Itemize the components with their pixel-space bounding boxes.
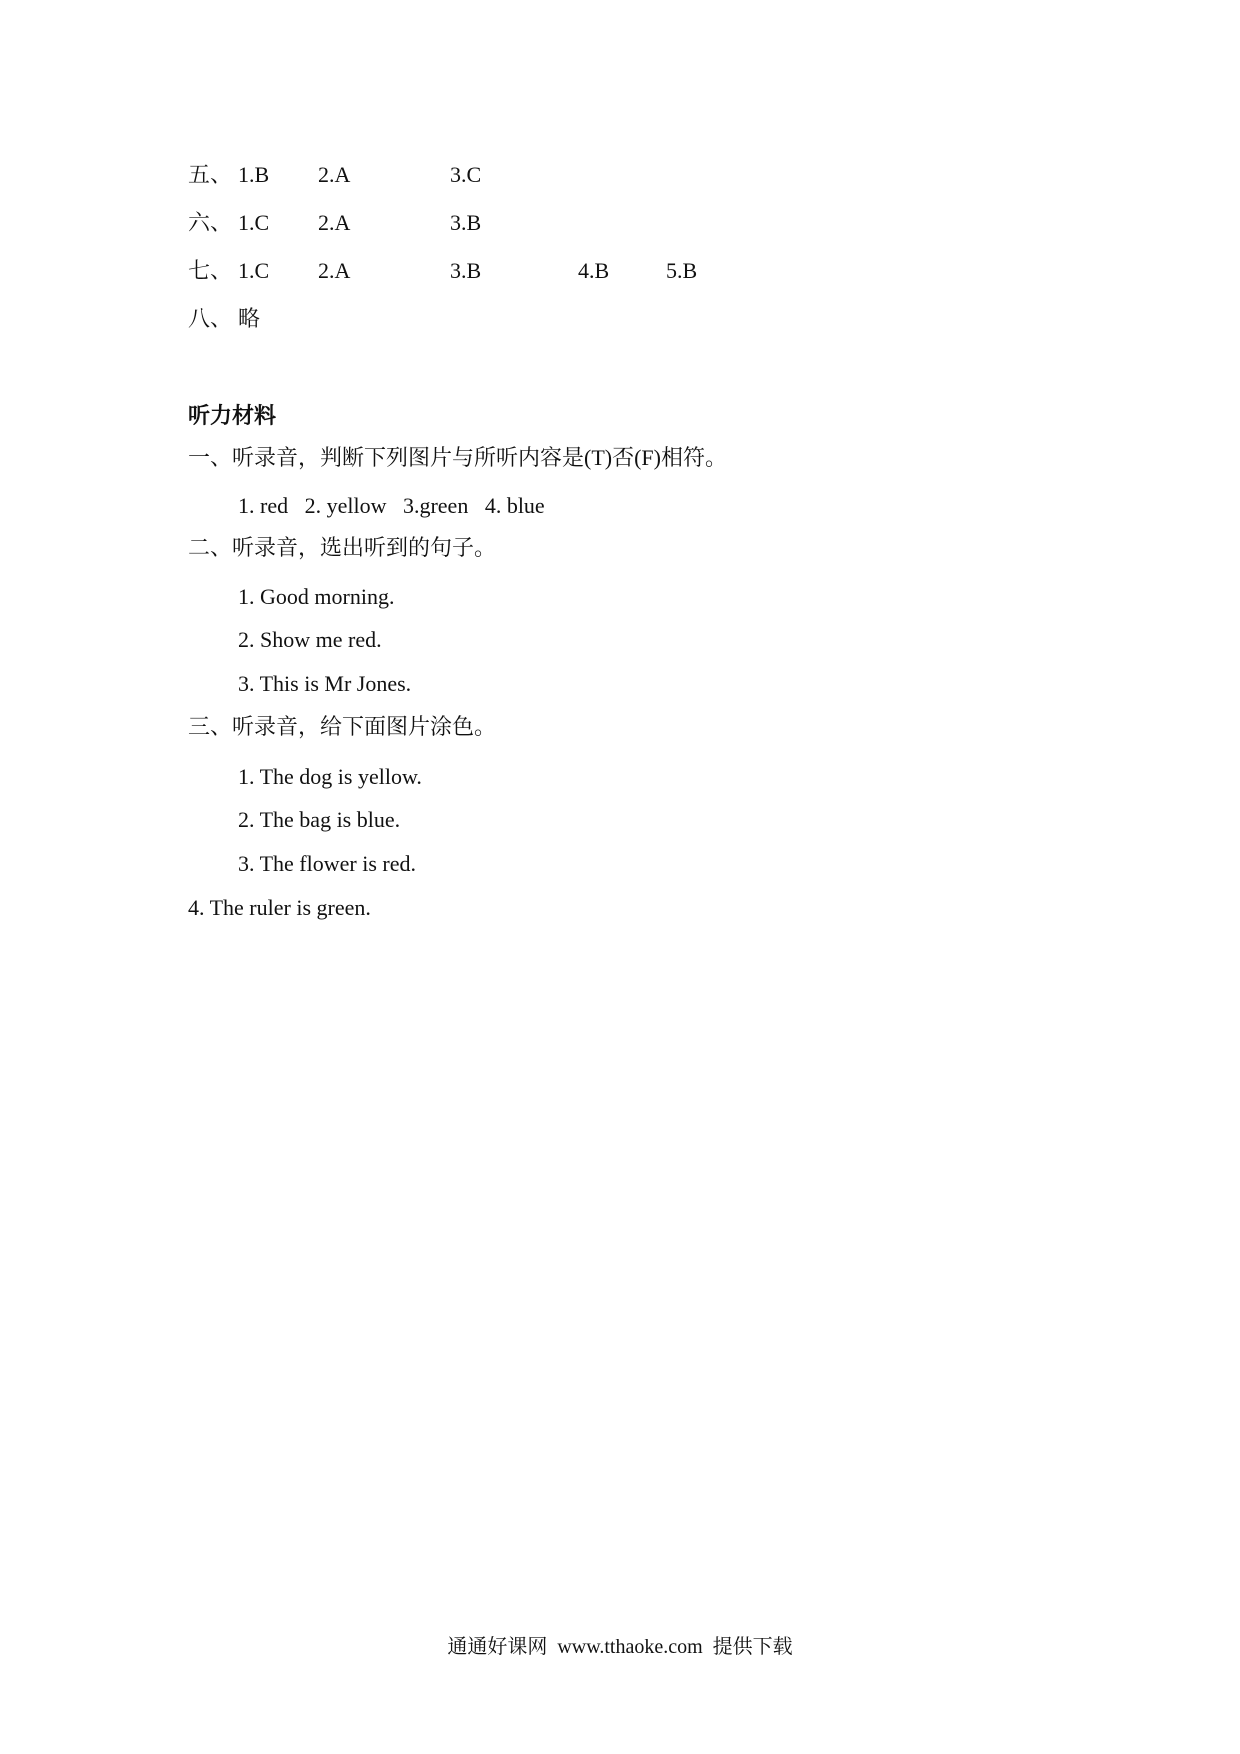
answer-label: 五、 (188, 162, 233, 187)
section-item: 2. The bag is blue. (238, 807, 401, 832)
answer-item: 2.A (318, 210, 351, 235)
answer-item: 1.B (238, 162, 270, 187)
section-item: 1. Good morning. (238, 584, 395, 609)
listening-title: 听力材料 (188, 404, 277, 429)
answer-label: 六、 (188, 210, 233, 235)
extra-item: 4. The ruler is green. (188, 895, 371, 920)
answer-item: 1.C (238, 210, 270, 235)
footer-text: 通通好课网 www.tthaoke.com 提供下载 (447, 1636, 793, 1658)
answer-item: 3.B (450, 210, 482, 235)
section-item: 3. The flower is red. (238, 851, 416, 876)
answer-label: 七、 (188, 258, 233, 283)
section-heading: 一、听录音，判断下列图片与所听内容是(T)否(F)相符。 (188, 445, 727, 470)
answer-item: 4.B (578, 258, 610, 283)
answer-item: 3.B (450, 258, 482, 283)
section-item: 3. This is Mr Jones. (238, 671, 412, 696)
answer-label: 八、 (188, 306, 233, 331)
section-item: 1. red 2. yellow 3.green 4. blue (238, 493, 545, 518)
answer-item: 2.A (318, 258, 351, 283)
section-item: 2. Show me red. (238, 627, 382, 652)
answer-item: 2.A (318, 162, 351, 187)
answer-item: 3.C (450, 162, 482, 187)
answer-item: 1.C (238, 258, 270, 283)
answer-item: 5.B (666, 258, 698, 283)
answer-item: 略 (238, 306, 261, 331)
section-heading: 三、听录音，给下面图片涂色。 (188, 714, 497, 739)
section-heading: 二、听录音，选出听到的句子。 (188, 535, 497, 560)
section-item: 1. The dog is yellow. (238, 764, 422, 789)
